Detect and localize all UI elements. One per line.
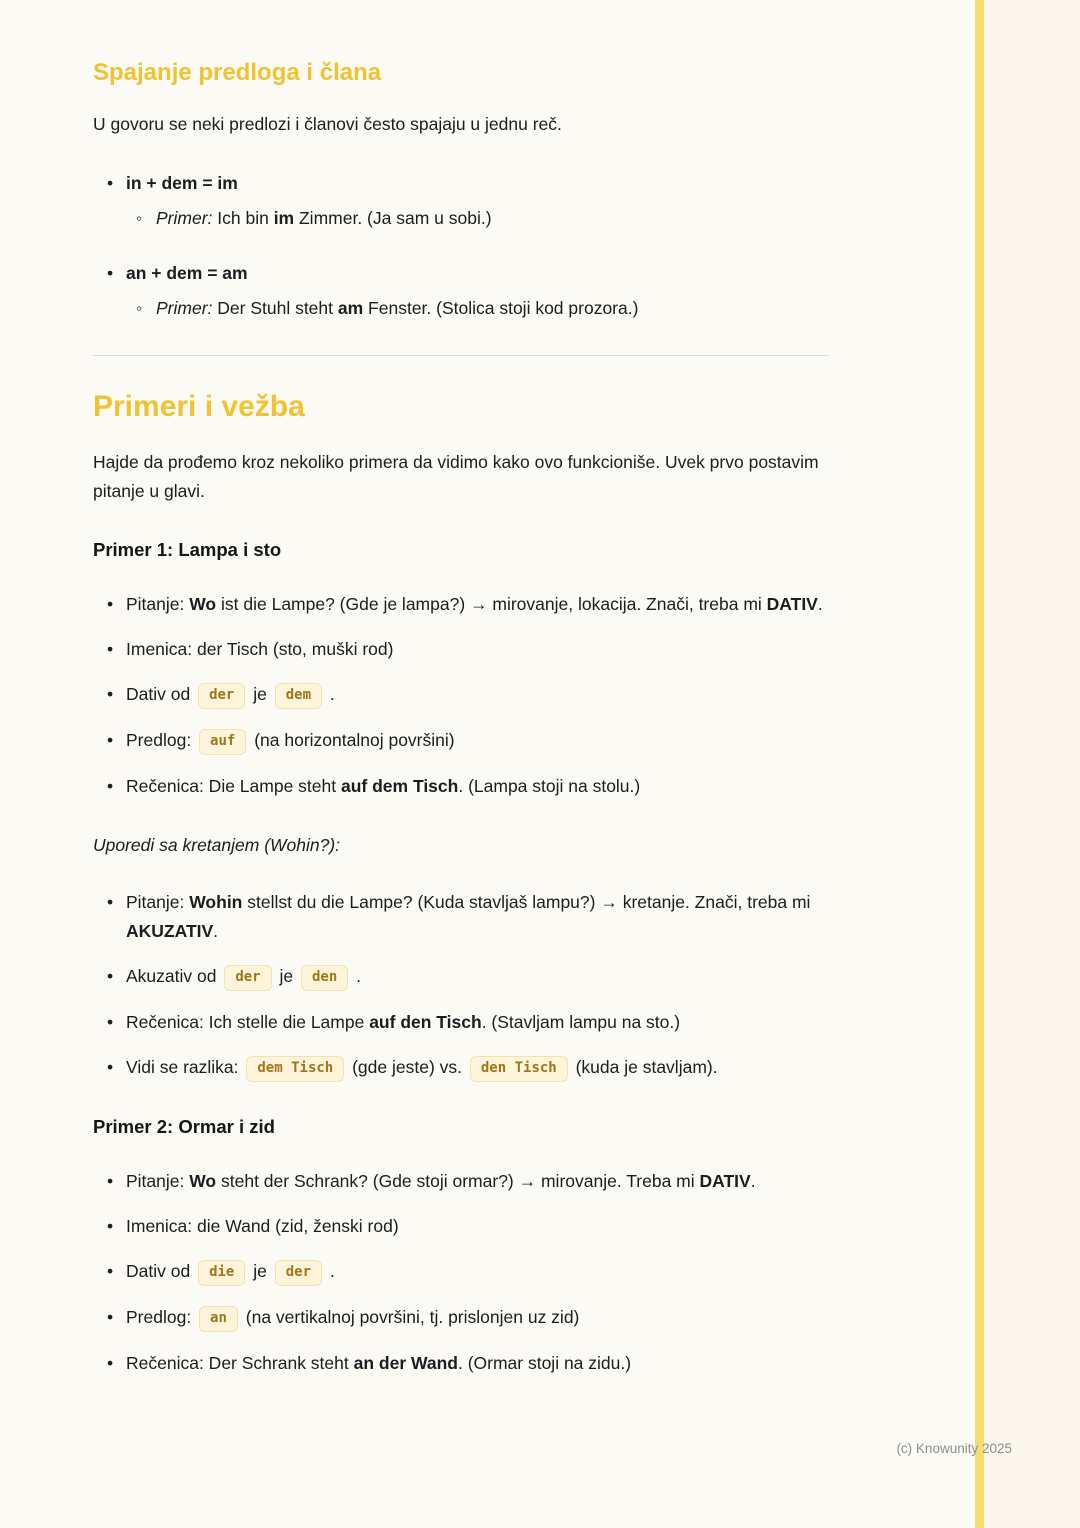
list-item-text: Rečenica: Der Schrank steht an der Wand. (Ormar stoji na zidu.): [126, 1353, 632, 1373]
list-item-text: Predlog: auf (na horizontalnoj površini): [126, 730, 455, 750]
list-item: [126, 1212, 829, 1241]
list-item-text: Imenica: der Tisch (sto, muški rod): [126, 639, 394, 659]
list-item: [126, 635, 829, 664]
section-title-primeri: Primeri i vežba: [93, 390, 305, 423]
list-item-text: an + dem = am: [126, 263, 248, 283]
list-item: [126, 1167, 829, 1196]
merge-rules-list: [93, 169, 829, 323]
example2-list: [93, 1167, 829, 1378]
list-item-text: Predlog: an (na vertikalnoj površini, tj. prislonjen uz zid): [126, 1307, 579, 1327]
compare-note: Uporedi sa kretanjem (Wohin?):: [93, 835, 341, 855]
sub-list: [126, 294, 829, 323]
document-content: [93, 50, 829, 1394]
compare-list: [93, 888, 829, 1083]
list-item: [126, 169, 829, 233]
sub-list-item-text: Primer: Der Stuhl steht am Fenster. (Stolica stoji kod prozora.): [156, 298, 639, 318]
list-item: [126, 962, 829, 992]
list-item-text: Pitanje: Wohin stellst du die Lampe? (Kuda stavljaš lampu?) → kretanje. Znači, treba mi AKUZATIV.: [126, 892, 811, 941]
list-item: [126, 1349, 829, 1378]
section-title-spajanje: Spajanje predloga i člana: [93, 59, 382, 86]
copyright-credit: (c) Knowunity 2025: [896, 1441, 1012, 1456]
list-item-text: Akuzativ od der je den .: [126, 966, 361, 986]
sub-list-item: [156, 294, 829, 323]
sub-list-item: [156, 204, 829, 233]
list-item: [126, 1008, 829, 1037]
example1-list: [93, 590, 829, 801]
list-item: [126, 259, 829, 323]
list-item: [126, 590, 829, 619]
example2-title: Primer 2: Ormar i zid: [93, 1116, 275, 1137]
list-item-text: Vidi se razlika: dem Tisch (gde jeste) vs. den Tisch (kuda je stavljam).: [126, 1057, 718, 1077]
intro-paragraph-primeri: Hajde da prođemo kroz nekoliko primera da vidimo kako ovo funkcioniše. Uvek prvo postavim pitanje u glavi.: [93, 452, 819, 501]
list-item-text: Rečenica: Die Lampe steht auf dem Tisch. (Lampa stoji na stolu.): [126, 776, 641, 796]
example1-title: Primer 1: Lampa i sto: [93, 539, 282, 560]
list-item-text: Rečenica: Ich stelle die Lampe auf den Tisch. (Stavljam lampu na sto.): [126, 1012, 681, 1032]
list-item: [126, 1053, 829, 1083]
list-item: [126, 888, 829, 946]
intro-paragraph-spajanje: U govoru se neki predlozi i članovi često spajaju u jednu reč.: [93, 114, 562, 134]
list-item: [126, 680, 829, 710]
page-edge-stripe: [975, 0, 984, 1528]
list-item: [126, 772, 829, 801]
sub-list: [126, 204, 829, 233]
sub-list-item-text: Primer: Ich bin im Zimmer. (Ja sam u sobi.): [156, 208, 492, 228]
list-item: [126, 1303, 829, 1333]
page-edge-area: [984, 0, 1080, 1528]
list-item: [126, 726, 829, 756]
section-divider: [93, 355, 829, 356]
list-item-text: in + dem = im: [126, 173, 238, 193]
list-item-text: Imenica: die Wand (zid, ženski rod): [126, 1216, 399, 1236]
list-item-text: Dativ od die je der .: [126, 1261, 335, 1281]
list-item-text: Pitanje: Wo steht der Schrank? (Gde stoji ormar?) → mirovanje. Treba mi DATIV.: [126, 1171, 756, 1191]
list-item-text: Pitanje: Wo ist die Lampe? (Gde je lampa?) → mirovanje, lokacija. Znači, treba mi DATIV.: [126, 594, 823, 614]
list-item: [126, 1257, 829, 1287]
list-item-text: Dativ od der je dem .: [126, 684, 335, 704]
